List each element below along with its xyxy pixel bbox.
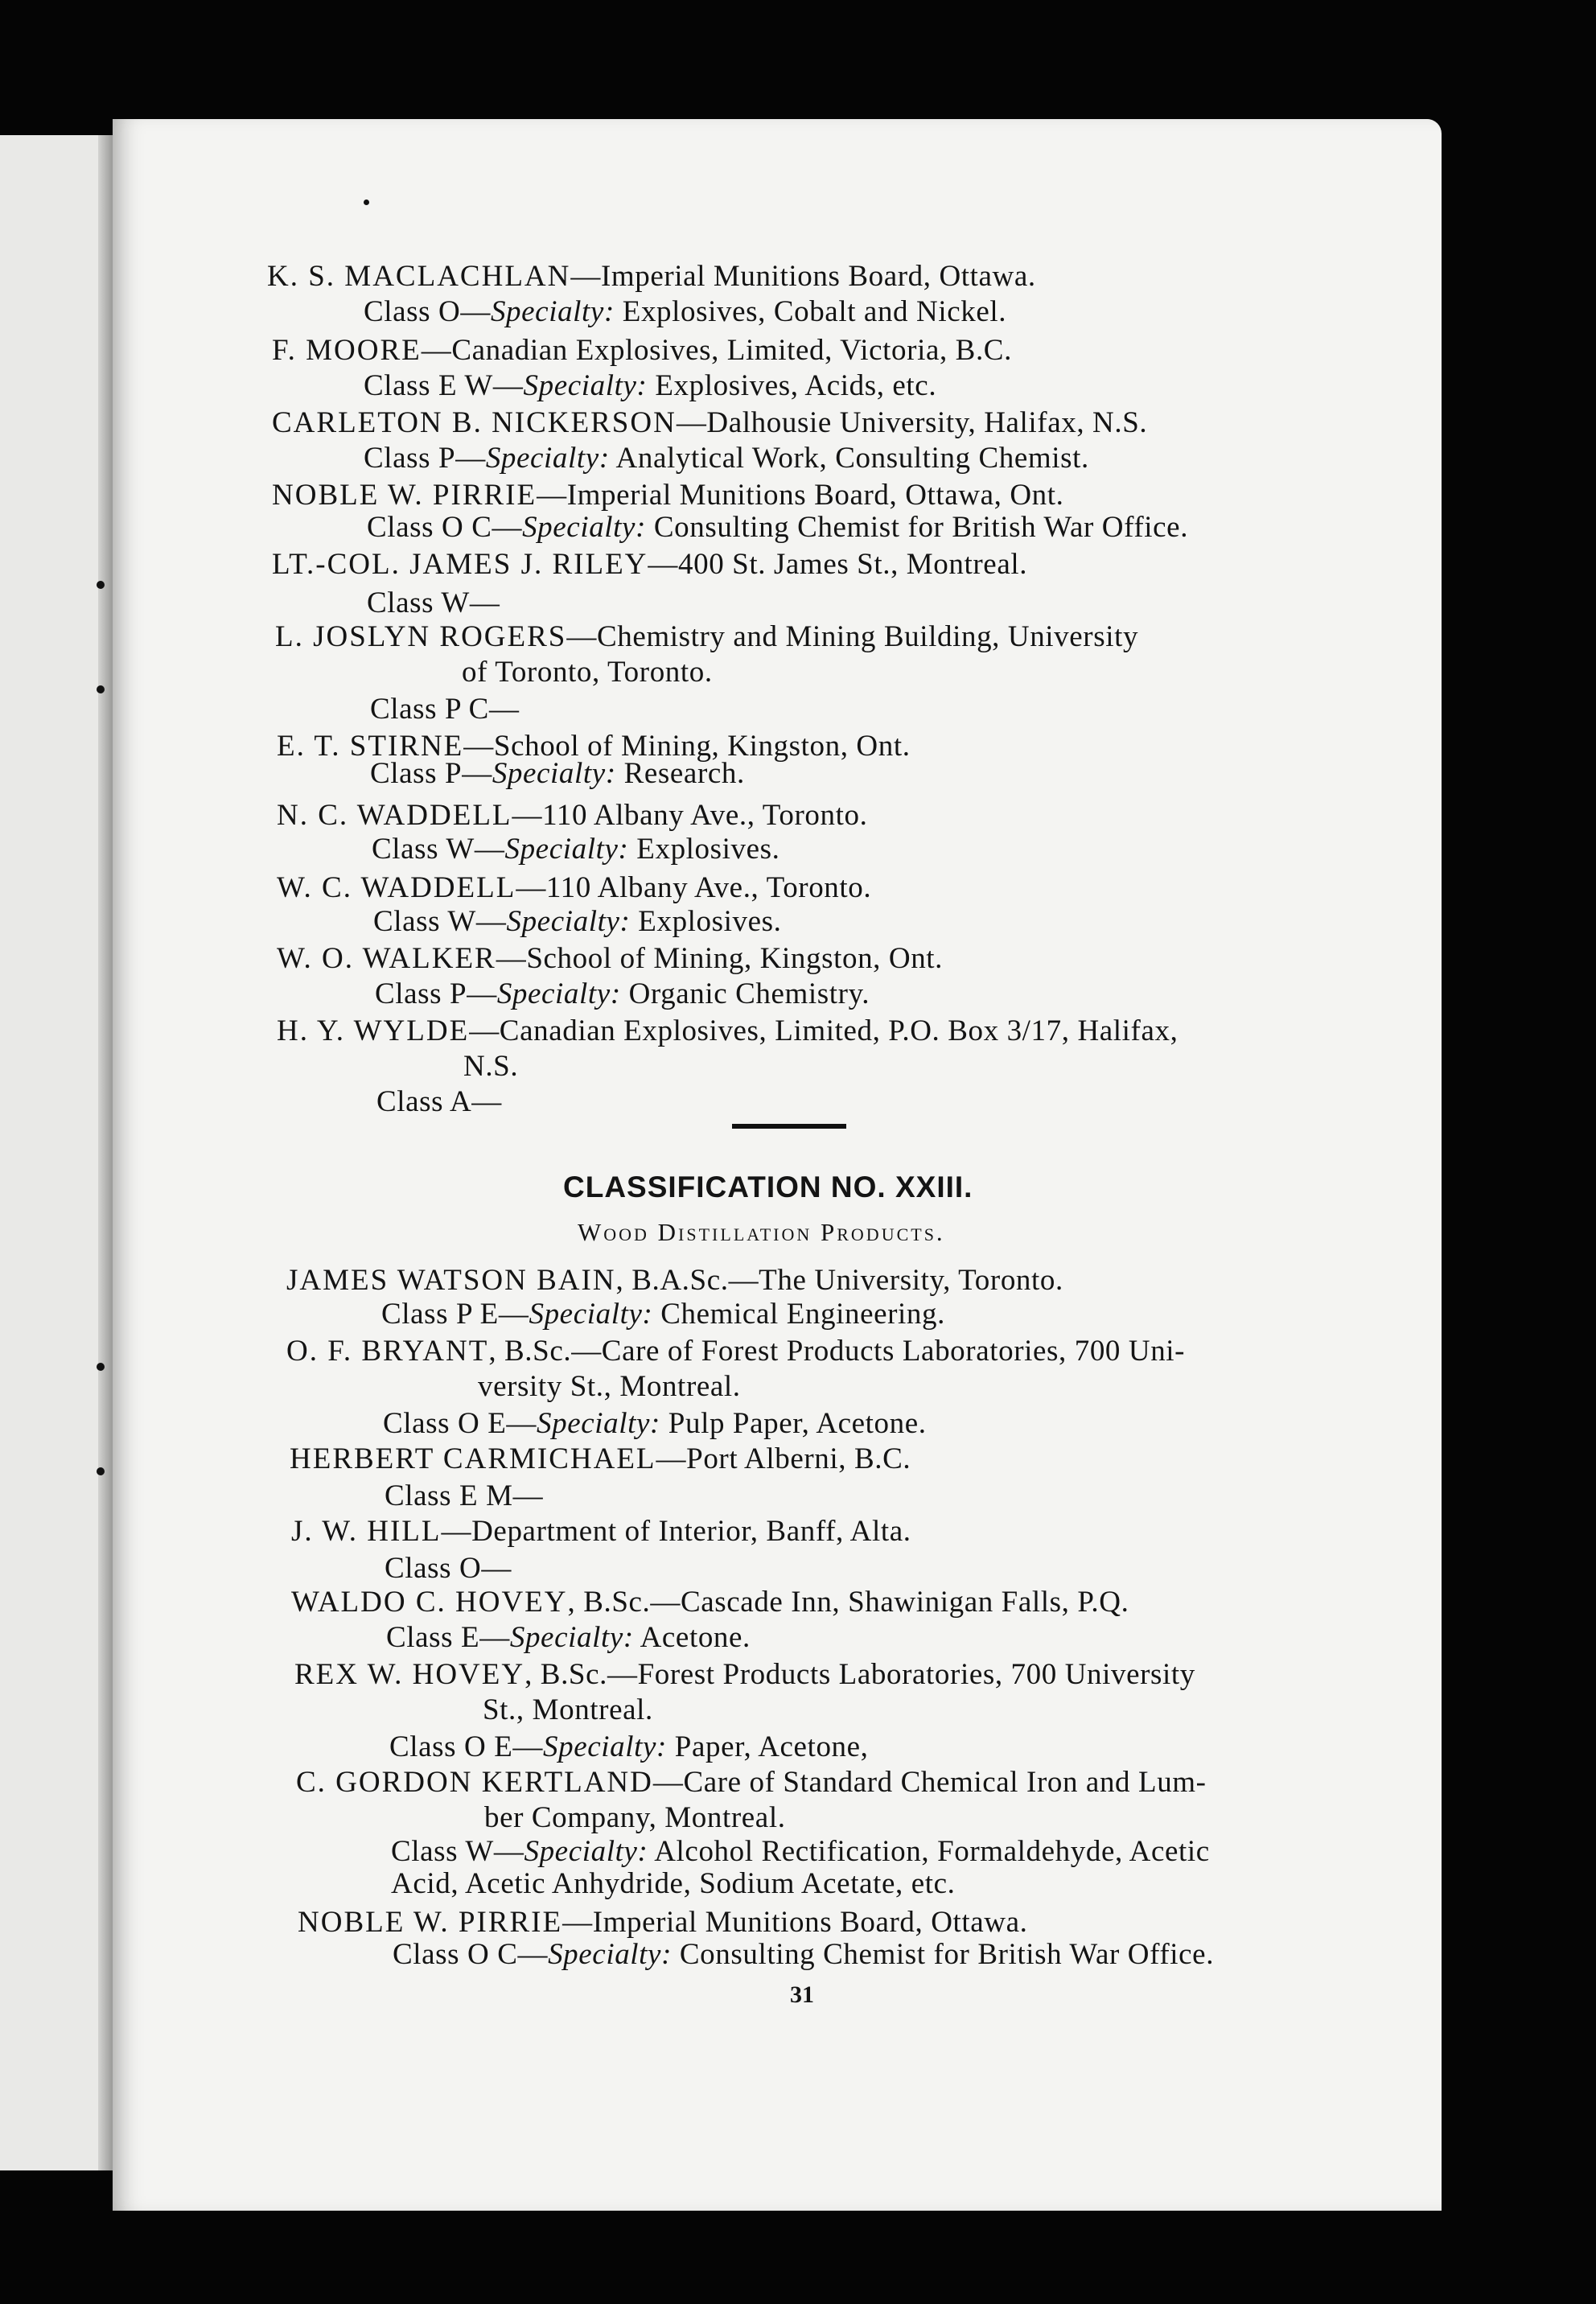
- entry-line: REX W. HOVEY, B.Sc.—Forest Products Laboratories, 700 University: [294, 1658, 1195, 1691]
- entry-line: W. C. WADDELL—110 Albany Ave., Toronto.: [277, 871, 872, 904]
- entry-line: L. JOSLYN ROGERS—Chemistry and Mining Building, University: [275, 620, 1139, 653]
- entry-line: W. O. WALKER—School of Mining, Kingston, Ont.: [277, 942, 944, 975]
- entry-line: N. C. WADDELL—110 Albany Ave., Toronto.: [277, 799, 868, 832]
- entry-class-line: Class O E—Specialty: Pulp Paper, Acetone.: [383, 1407, 927, 1440]
- entry-class-line: Class P—Specialty: Organic Chemistry.: [375, 977, 870, 1010]
- page-number: 31: [790, 1981, 814, 2008]
- entry-line: NOBLE W. PIRRIE—Imperial Munitions Board, Ottawa, Ont.: [272, 479, 1064, 512]
- section-subheading: Wood Distillation Products.: [578, 1218, 945, 1246]
- entry-line: J. W. HILL—Department of Interior, Banff, Alta.: [291, 1515, 911, 1548]
- section-divider: [732, 1124, 846, 1129]
- entry-class-line: Class E—Specialty: Acetone.: [386, 1621, 751, 1654]
- entry-continuation: N.S.: [463, 1050, 519, 1083]
- entry-class-line: Class W—: [367, 586, 500, 619]
- entry-line: E. T. STIRNE—School of Mining, Kingston, Ont.: [277, 730, 911, 763]
- entry-specialty-continuation: Acid, Acetic Anhydride, Sodium Acetate, etc.: [391, 1867, 956, 1900]
- entry-class-line: Class O E—Specialty: Paper, Acetone,: [389, 1730, 869, 1763]
- entry-class-line: Class E W—Specialty: Explosives, Acids, etc.: [364, 369, 937, 402]
- entry-class-line: Class O C—Specialty: Consulting Chemist for British War Office.: [393, 1938, 1215, 1971]
- entry-class-line: Class E M—: [385, 1479, 544, 1512]
- entry-class-line: Class P E—Specialty: Chemical Engineering.: [381, 1298, 945, 1331]
- entry-continuation: St., Montreal.: [483, 1693, 653, 1726]
- margin-dot: [97, 1467, 105, 1475]
- entry-class-line: Class O—: [385, 1552, 512, 1585]
- entry-continuation: versity St., Montreal.: [478, 1370, 741, 1403]
- entry-continuation: of Toronto, Toronto.: [462, 656, 713, 689]
- entry-class-line: Class W—Specialty: Alcohol Rectification, Formaldehyde, Acetic: [391, 1835, 1210, 1868]
- entry-line: WALDO C. HOVEY, B.Sc.—Cascade Inn, Shawinigan Falls, P.Q.: [291, 1586, 1129, 1619]
- entry-line: C. GORDON KERTLAND—Care of Standard Chemical Iron and Lum-: [296, 1766, 1207, 1799]
- entry-class-line: Class O—Specialty: Explosives, Cobalt and Nickel.: [364, 295, 1007, 328]
- entry-line: K. S. MACLACHLAN—Imperial Munitions Board, Ottawa.: [267, 260, 1036, 293]
- speck: [364, 200, 369, 205]
- entry-class-line: Class O C—Specialty: Consulting Chemist for British War Office.: [367, 511, 1189, 544]
- entry-class-line: Class W—Specialty: Explosives.: [373, 905, 782, 938]
- margin-dot: [97, 685, 105, 693]
- entry-class-line: Class P—Specialty: Research.: [370, 757, 745, 790]
- entry-line: HERBERT CARMICHAEL—Port Alberni, B.C.: [290, 1442, 911, 1475]
- entry-line: NOBLE W. PIRRIE—Imperial Munitions Board, Ottawa.: [298, 1906, 1028, 1939]
- entry-class-line: Class A—: [376, 1085, 502, 1118]
- entry-line: F. MOORE—Canadian Explosives, Limited, Victoria, B.C.: [272, 334, 1012, 367]
- margin-dot: [97, 1363, 105, 1371]
- entry-line: CARLETON B. NICKERSON—Dalhousie University, Halifax, N.S.: [272, 406, 1148, 439]
- entry-line: H. Y. WYLDE—Canadian Explosives, Limited, P.O. Box 3/17, Halifax,: [277, 1014, 1178, 1047]
- entry-line: O. F. BRYANT, B.Sc.—Care of Forest Products Laboratories, 700 Uni-: [286, 1335, 1186, 1368]
- entry-class-line: Class P C—: [370, 693, 520, 726]
- margin-dot: [97, 581, 105, 589]
- entry-class-line: Class P—Specialty: Analytical Work, Consulting Chemist.: [364, 442, 1089, 475]
- entry-line: LT.-COL. JAMES J. RILEY—400 St. James St., Montreal.: [272, 548, 1028, 581]
- facing-page-edge: [0, 135, 113, 2170]
- section-heading: CLASSIFICATION NO. XXIII.: [563, 1171, 973, 1203]
- entry-line: JAMES WATSON BAIN, B.A.Sc.—The University, Toronto.: [286, 1264, 1063, 1297]
- entry-continuation: ber Company, Montreal.: [484, 1801, 786, 1834]
- entry-class-line: Class W—Specialty: Explosives.: [372, 833, 780, 866]
